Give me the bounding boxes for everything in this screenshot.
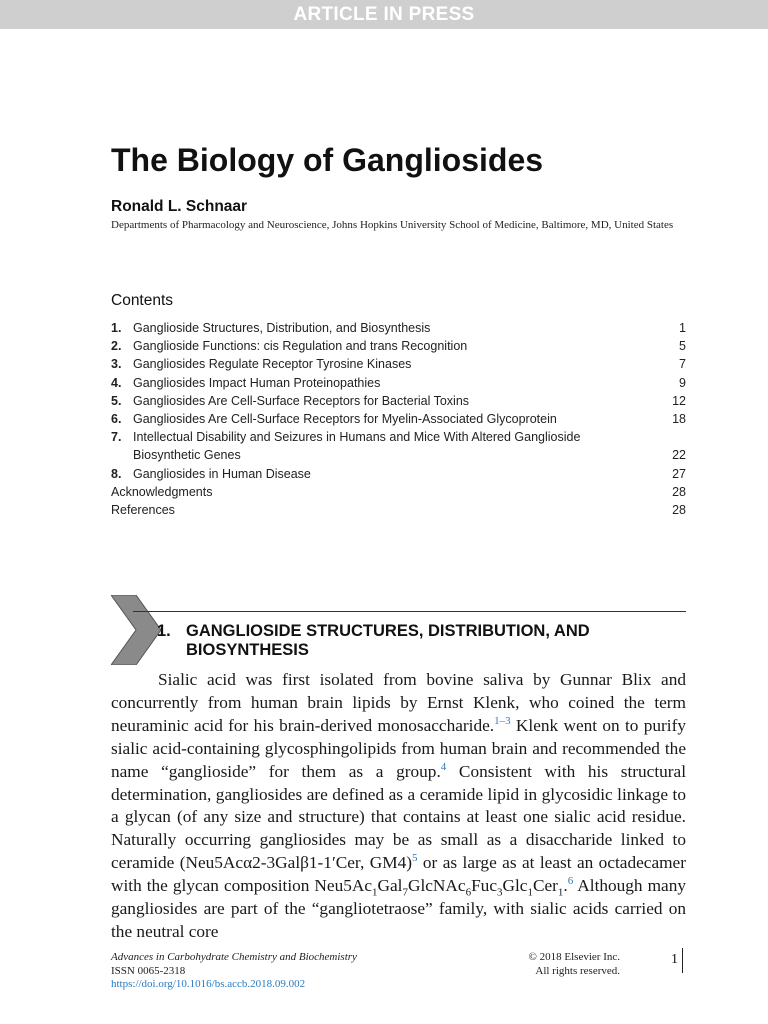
- body-text: Cer: [532, 876, 558, 896]
- toc-entry-page: 27: [672, 466, 686, 481]
- body-text: Consistent with his structural determination, gangliosides are defined as a ceramide lipid in glycosidic linkage to a glycan (of any size and structure) that contains at least one sialic acid residue. Naturally occurring gangliosides may be as small as a disaccharide linked to ceramide (Neu5Acα2-3Galβ1-1′Cer, GM4): [111, 761, 687, 873]
- toc-entry-page: 28: [672, 502, 686, 517]
- toc-entry-acknowledgments[interactable]: [111, 483, 686, 501]
- toc-entry-title[interactable]: Intellectual Disability and Seizures in Humans and Mice With Altered Ganglioside: [133, 430, 581, 445]
- toc-entry[interactable]: [111, 428, 686, 446]
- author-affiliation: Departments of Pharmacology and Neuroscience, Johns Hopkins University School of Medicine, Baltimore, MD, United States: [111, 219, 674, 231]
- subscript: 1: [527, 886, 533, 899]
- section-rule: [133, 611, 686, 612]
- issn: ISSN 0065-2318: [111, 964, 186, 977]
- body-text: Sialic acid was first isolated from bovine saliva by Gunnar Blix and concurrently from human brain lipids by Ernst Klenk, who coined the term neuraminic acid for his brain-derived monosaccharide.: [111, 670, 686, 735]
- page-number-divider: [682, 948, 683, 973]
- toc-entry-page: 5: [679, 339, 686, 354]
- toc-entry-title[interactable]: References: [111, 502, 175, 517]
- toc-entry-number: 2.: [111, 339, 122, 354]
- toc-entry-page: 22: [672, 448, 686, 463]
- doi-link[interactable]: https://doi.org/10.1016/bs.accb.2018.09.002: [111, 978, 306, 990]
- toc-entry-title[interactable]: Biosynthetic Genes: [133, 448, 241, 463]
- footer-publication-info: [111, 951, 357, 992]
- toc-entry[interactable]: [111, 355, 686, 373]
- toc-entry-title[interactable]: Gangliosides in Human Disease: [133, 466, 311, 481]
- table-of-contents: [111, 319, 686, 519]
- body-text: Klenk went on to purify sialic acid-containing glycosphingolipids from human brain and recommended the name “ganglioside” for them as a group.: [111, 715, 686, 781]
- body-text: .: [563, 876, 568, 896]
- toc-entry-title[interactable]: Acknowledgments: [111, 484, 213, 499]
- subscript: 6: [465, 886, 472, 899]
- body-paragraph: [111, 669, 686, 944]
- toc-entry-page: 28: [672, 484, 686, 499]
- citation-link[interactable]: 4: [440, 760, 447, 773]
- toc-entry-title[interactable]: Gangliosides Are Cell-Surface Receptors for Bacterial Toxins: [133, 393, 470, 408]
- toc-entry-title[interactable]: Gangliosides Are Cell-Surface Receptors for Myelin-Associated Glycoprotein: [133, 411, 557, 426]
- toc-entry[interactable]: [111, 319, 686, 337]
- citation-link[interactable]: 6: [567, 875, 574, 888]
- toc-entry-number: 1.: [111, 321, 122, 335]
- toc-entry-page: 9: [679, 375, 686, 390]
- toc-entry-references[interactable]: [111, 501, 686, 519]
- toc-entry-page: 12: [672, 393, 686, 408]
- toc-entry[interactable]: [111, 465, 686, 483]
- toc-entry-page: 1: [679, 321, 686, 335]
- subscript: 1: [372, 886, 378, 899]
- section-chevron-icon: [111, 595, 161, 665]
- rights-text: All rights reserved.: [535, 964, 620, 977]
- toc-entry-number: 8.: [111, 466, 122, 481]
- contents-heading: Contents: [111, 292, 174, 309]
- copyright-text: © 2018 Elsevier Inc.: [528, 951, 620, 963]
- toc-entry[interactable]: [111, 374, 686, 392]
- body-text: Although many gangliosides are part of the “gangliotetraose” family, with sialic acids carried on the neutral core: [111, 876, 686, 941]
- toc-entry[interactable]: [111, 337, 686, 355]
- article-title: The Biology of Gangliosides: [111, 142, 544, 178]
- toc-entry[interactable]: [111, 392, 686, 410]
- section-number: 1.: [157, 622, 171, 640]
- subscript: 3: [496, 886, 503, 899]
- toc-entry-number: 4.: [111, 375, 122, 390]
- toc-entry-title[interactable]: Ganglioside Structures, Distribution, and Biosynthesis: [133, 321, 431, 335]
- toc-entry-title[interactable]: Gangliosides Impact Human Proteinopathies: [133, 375, 381, 390]
- body-text: or as large as at least an octadecamer with the glycan composition Neu5Ac: [111, 853, 686, 896]
- subscript: 1: [557, 886, 564, 899]
- toc-entry-title[interactable]: Gangliosides Regulate Receptor Tyrosine Kinases: [133, 357, 412, 372]
- section-title: GANGLIOSIDE STRUCTURES, DISTRIBUTION, AND BIOSYNTHESIS: [186, 622, 590, 659]
- body-text: Fuc: [471, 876, 497, 896]
- body-text: Gal: [377, 876, 403, 896]
- journal-name: Advances in Carbohydrate Chemistry and Biochemistry: [111, 951, 357, 963]
- body-text: GlcNAc: [407, 876, 466, 896]
- body-text: Glc: [502, 876, 528, 896]
- article-in-press-banner: ARTICLE IN PRESS: [0, 0, 768, 29]
- toc-entry-number: 7.: [111, 430, 122, 445]
- citation-link[interactable]: 5: [411, 852, 418, 865]
- toc-entry-number: 5.: [111, 393, 122, 408]
- toc-entry-number: 3.: [111, 357, 122, 372]
- toc-entry-continuation[interactable]: [111, 446, 686, 464]
- citation-link[interactable]: 1–3: [494, 715, 511, 728]
- toc-entry-title[interactable]: Ganglioside Functions: cis Regulation and trans Recognition: [133, 339, 468, 354]
- toc-entry-number: 6.: [111, 411, 122, 426]
- toc-entry[interactable]: [111, 410, 686, 428]
- footer-copyright: [500, 951, 620, 978]
- subscript: 7: [402, 886, 408, 899]
- toc-entry-page: 18: [672, 411, 686, 426]
- author-name: Ronald L. Schnaar: [111, 198, 248, 215]
- page-number: 1: [671, 952, 678, 967]
- toc-entry-page: 7: [679, 357, 686, 372]
